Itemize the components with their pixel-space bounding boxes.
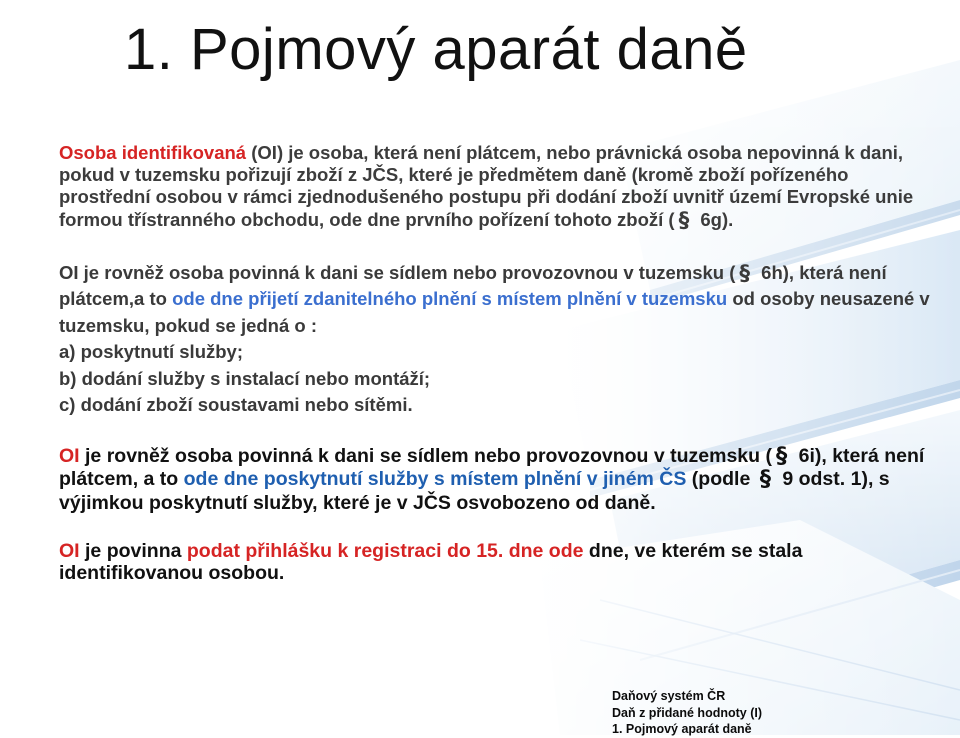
paragraph2-highlight: ode dne přijetí zdanitelného plnění s místem plnění v tuzemsku [172, 288, 728, 310]
list-item-b: b) dodání služby s instalací nebo montáží; [59, 367, 431, 389]
paragraph2-rest: od osoby neusazené v tuzemsku, pokud se jedná o : [59, 288, 930, 336]
paragraph4-highlight: podat přihlášku k registraci do 15. dne ode [186, 540, 584, 563]
section-sign: § [678, 207, 690, 233]
section-sign: § [759, 466, 771, 493]
list-item-c: c) dodání zboží soustavami nebo sítěmi. [59, 394, 413, 416]
paragraph4-text2: dne, ve kterém se stala identifikovanou osobou. [59, 540, 803, 585]
section-sign: § [775, 442, 788, 469]
paragraph3-intro: je rovněž osoba povinná k dani se sídlem nebo provozovnou v tuzemsku ( [79, 444, 772, 467]
footer-line-course: Daňový systém ČR [612, 689, 726, 703]
paragraph-oi-6h [59, 260, 939, 419]
paragraph2-mid: 6h), která není plátcem,a to [59, 261, 887, 310]
term-oi: OI [59, 444, 80, 467]
slide-content [59, 142, 939, 584]
paragraph1-end: 6g). [695, 208, 734, 230]
paragraph3-mid2: (podle [686, 468, 756, 491]
term-osoba-identifikovana: Osoba identifikovaná [59, 142, 247, 163]
paragraph2-intro: OI je rovněž osoba povinná k dani se sídlem nebo provozovnou v tuzemsku ( [59, 261, 736, 283]
slide-footer [612, 688, 762, 738]
list-item-a: a) poskytnutí služby; [59, 341, 243, 363]
paragraph-registration [59, 540, 939, 584]
paragraph4-text1: je povinna [79, 540, 187, 563]
page-title: 1. Pojmový aparát daně [124, 17, 748, 82]
footer-line-chapter: 1. Pojmový aparát daně [612, 722, 752, 736]
paragraph3-mid: 6i), která není plátcem, a to [59, 444, 925, 491]
paragraph-oi-6i [59, 442, 939, 516]
section-sign: § [739, 260, 751, 286]
paragraph3-highlight: ode dne poskytnutí služby s místem plnění v jiném ČS [183, 468, 687, 491]
paragraph1-text: (OI) je osoba, která není plátcem, nebo právnická osoba nepovinná k dani, pokud v tuzemsku pořizují zboží z JČS, které je předmětem daně (kromě zboží pořízeného prostřední osobou v rámci zjednodušeného postupu při dodání zboží uvnitř území Evropské unie formou třístranného obchodu, ode dne prvního pořízení tohoto zboží ( [59, 142, 914, 230]
term-oi: OI [59, 540, 80, 563]
footer-line-topic: Daň z přidané hodnoty (I) [612, 705, 762, 720]
paragraph3-rest: 9 odst. 1), s výjimkou poskytnutí služby, které je v JČS osvobozeno od daně. [59, 468, 890, 514]
paragraph-definition [59, 142, 939, 231]
